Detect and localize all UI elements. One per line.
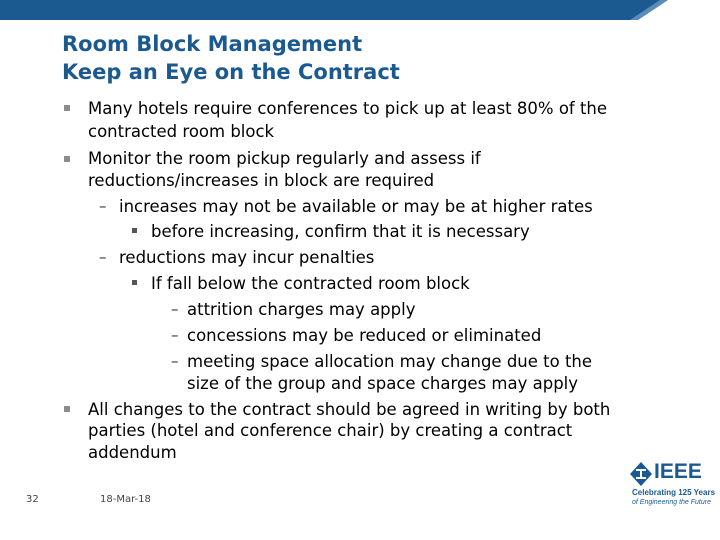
dash-marker: – (171, 352, 179, 370)
square-marker (132, 228, 137, 233)
slide-date: 18-Mar-18 (100, 494, 151, 505)
logo-tagline-2: of Engineering the Future (632, 499, 711, 506)
square-marker (132, 280, 137, 285)
bullet-marker (64, 406, 70, 412)
title-line-2: Keep an Eye on the Contract (62, 60, 400, 84)
sub-before-increasing: before increasing, confirm that it is necessary (151, 222, 530, 241)
top-banner-bar (0, 0, 720, 20)
bullet-2-line-2: reductions/increases in block are required (88, 171, 435, 190)
sub-meeting-space-line-1: meeting space allocation may change due to the (187, 352, 593, 371)
bullet-marker (64, 156, 70, 162)
logo-tagline-1: Celebrating 125 Years (632, 488, 716, 497)
dash-marker: – (171, 326, 179, 344)
dash-marker: – (99, 248, 107, 266)
sub-meeting-space-line-2: size of the group and space charges may apply (187, 374, 579, 393)
sub-attrition: attrition charges may apply (187, 300, 416, 319)
bullet-1-line-2: contracted room block (88, 122, 275, 141)
sub-concessions: concessions may be reduced or eliminated (187, 326, 542, 345)
page-number: 32 (26, 494, 39, 505)
dash-marker: – (99, 197, 107, 215)
title-line-1: Room Block Management (62, 32, 363, 56)
slide-title (62, 30, 400, 86)
sub-increases: increases may not be available or may be at higher rates (119, 197, 593, 216)
bullet-2-line-1: Monitor the room pickup regularly and assess if (88, 149, 481, 168)
top-banner (0, 0, 720, 20)
bullet-3-line-1: All changes to the contract should be agreed in writing by both (88, 400, 611, 419)
ieee-logo-icon (630, 462, 652, 486)
dash-marker: – (171, 300, 179, 318)
bullet-3-line-2: parties (hotel and conference chair) by creating a contract (88, 421, 573, 440)
sub-if-fall-below: If fall below the contracted room block (151, 274, 470, 293)
bullet-marker (64, 105, 70, 111)
bullet-3-line-3: addendum (88, 443, 177, 462)
ieee-wordmark: IEEE (654, 460, 702, 483)
bullet-1-line-1: Many hotels require conferences to pick up at least 80% of the (88, 99, 608, 118)
sub-reductions: reductions may incur penalties (119, 248, 375, 267)
